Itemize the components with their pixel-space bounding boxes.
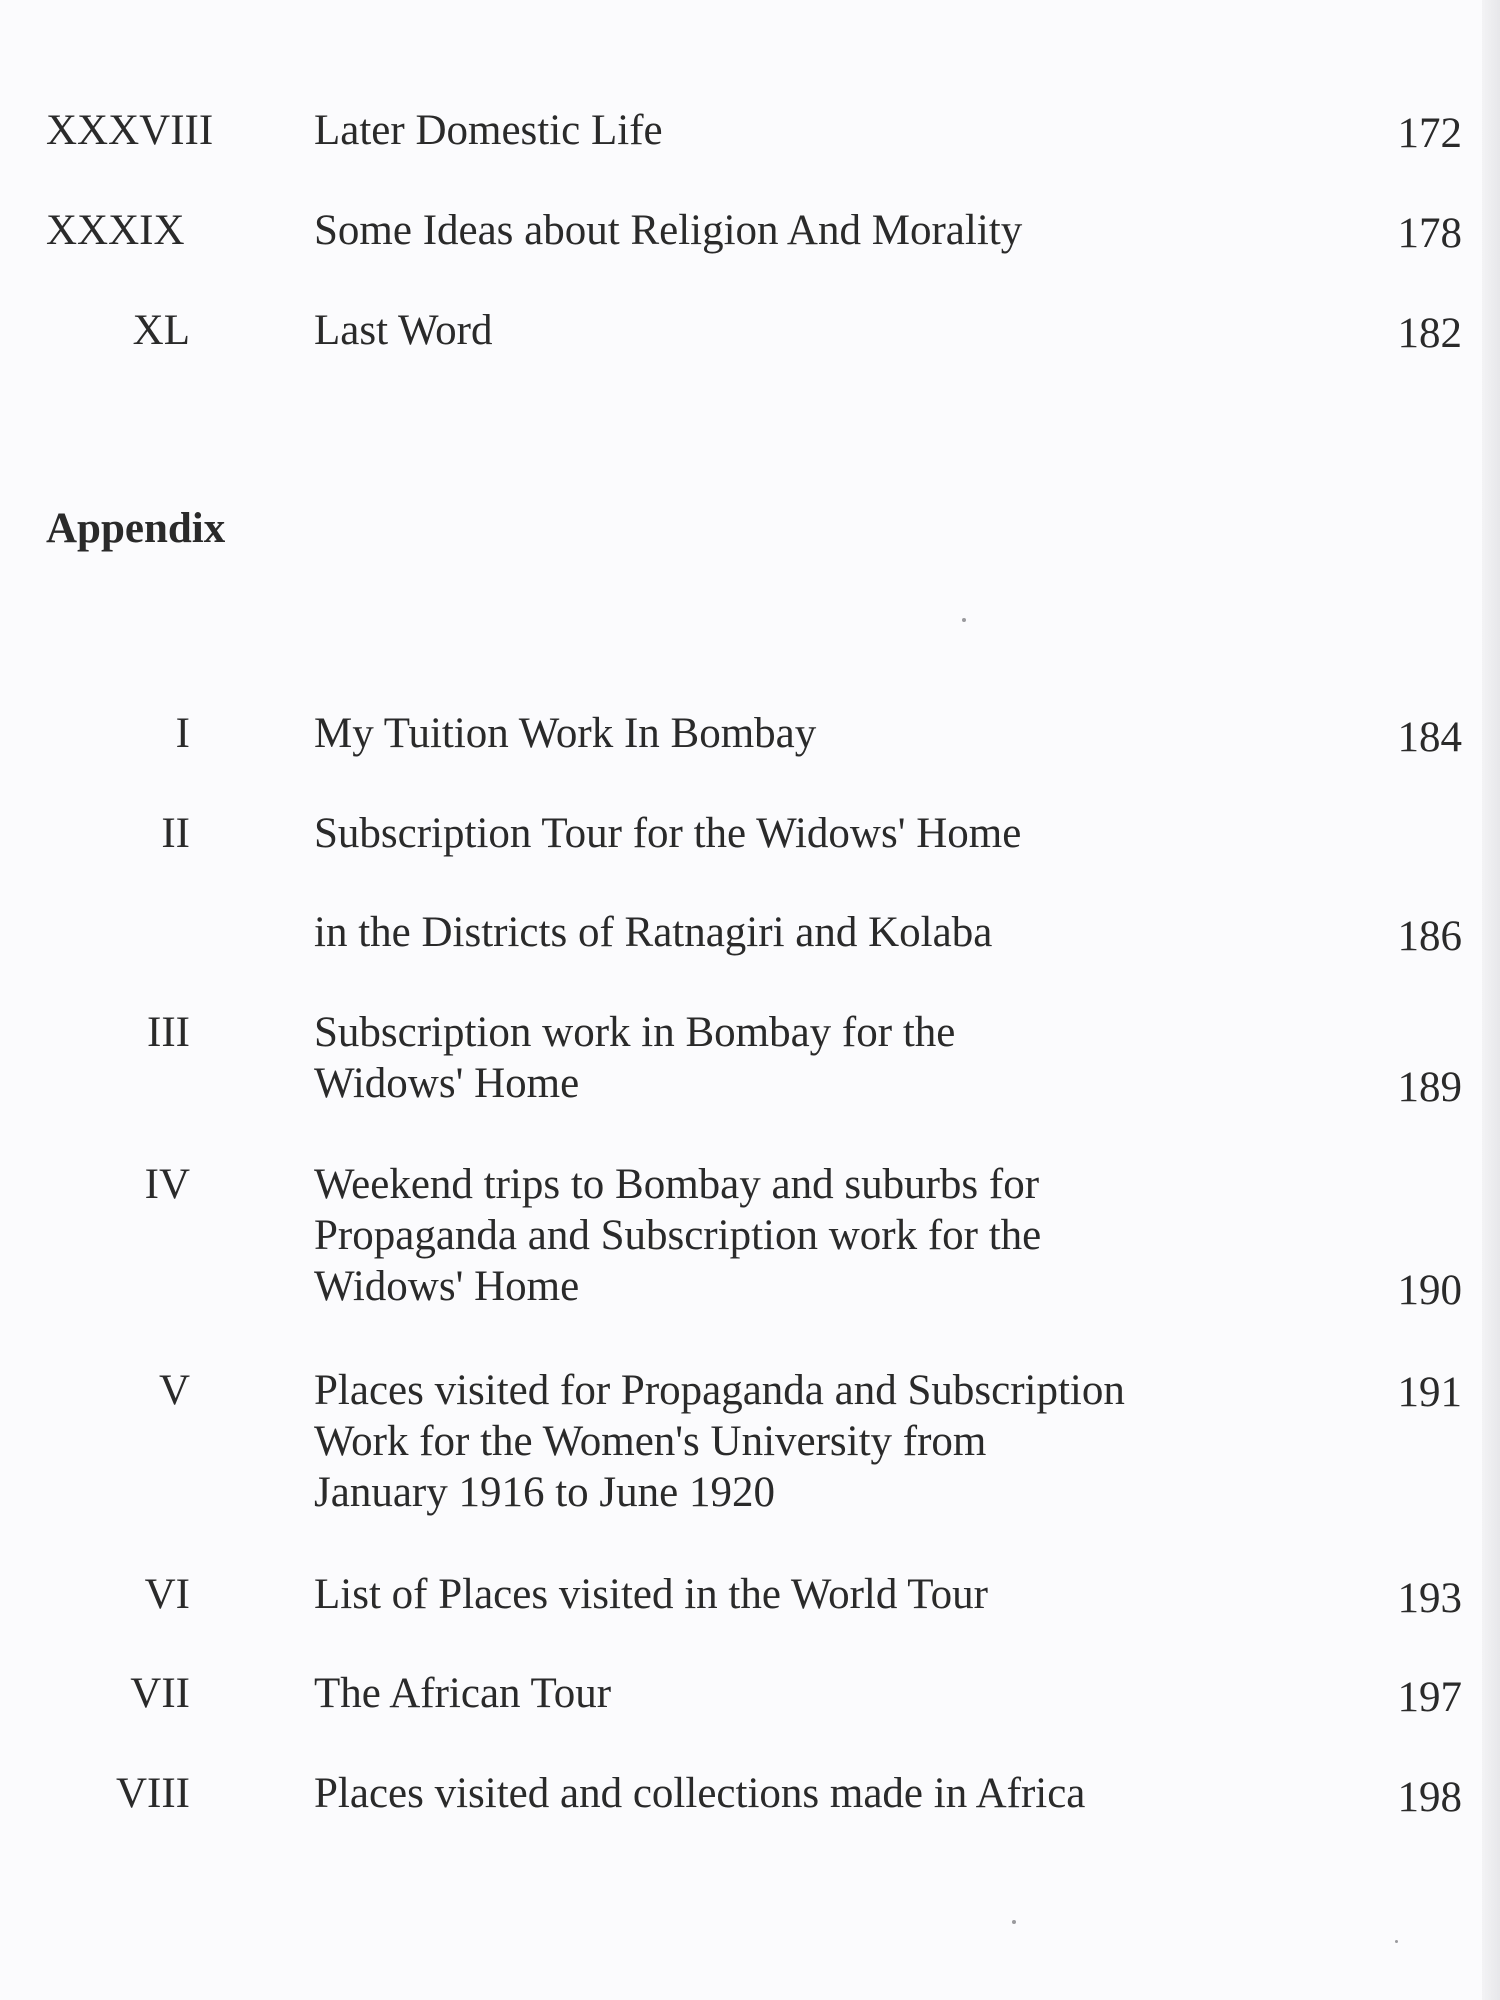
page-number: 190 [1397, 1267, 1462, 1314]
page-number: 178 [1397, 210, 1462, 257]
page-number: 184 [1397, 714, 1462, 761]
appendix-title-line: Widows' Home [314, 1263, 580, 1310]
appendix-number: VII [130, 1670, 190, 1717]
appendix-title-line: Weekend trips to Bombay and suburbs for [314, 1161, 1040, 1208]
appendix-heading: Appendix [46, 505, 226, 552]
appendix-title-line: My Tuition Work In Bombay [314, 710, 817, 757]
page-number: 182 [1397, 310, 1462, 357]
appendix-title-line: Places visited for Propaganda and Subscription [314, 1367, 1125, 1414]
appendix-title-line: in the Districts of Ratnagiri and Kolaba [314, 909, 993, 956]
chapter-number: XXXVIII [46, 107, 214, 154]
chapter-number: XL [132, 307, 190, 354]
chapter-number: XXXIX [46, 207, 185, 254]
appendix-title-line: Subscription Tour for the Widows' Home [314, 810, 1022, 857]
appendix-title-line: January 1916 to June 1920 [314, 1469, 775, 1516]
appendix-number: IV [144, 1161, 190, 1208]
appendix-number: III [147, 1009, 190, 1056]
appendix-title-line: Places visited and collections made in Africa [314, 1770, 1086, 1817]
chapter-title: Last Word [314, 307, 493, 354]
page-number: 191 [1397, 1369, 1462, 1416]
appendix-title-line: Widows' Home [314, 1060, 580, 1107]
appendix-title-line: The African Tour [314, 1670, 612, 1717]
page-number: 172 [1397, 110, 1462, 157]
paper-speck [962, 618, 966, 622]
appendix-number: VI [144, 1571, 190, 1618]
appendix-number: I [175, 710, 190, 757]
appendix-title-line: List of Places visited in the World Tour [314, 1571, 988, 1618]
paper-speck [1395, 1940, 1398, 1943]
appendix-number: VIII [115, 1770, 190, 1817]
chapter-title: Some Ideas about Religion And Morality [314, 207, 1023, 254]
appendix-number: II [161, 810, 190, 857]
page-number: 186 [1397, 913, 1462, 960]
appendix-number: V [158, 1367, 190, 1414]
paper-speck [1012, 1920, 1016, 1924]
chapter-title: Later Domestic Life [314, 107, 663, 154]
page-number: 198 [1397, 1774, 1462, 1821]
page-number: 197 [1397, 1674, 1462, 1721]
page-number: 189 [1397, 1064, 1462, 1111]
page-number: 193 [1397, 1575, 1462, 1622]
appendix-title-line: Subscription work in Bombay for the [314, 1009, 956, 1056]
appendix-title-line: Propaganda and Subscription work for the [314, 1212, 1042, 1259]
page-spine-shadow [1482, 0, 1500, 2000]
appendix-title-line: Work for the Women's University from [314, 1418, 987, 1465]
